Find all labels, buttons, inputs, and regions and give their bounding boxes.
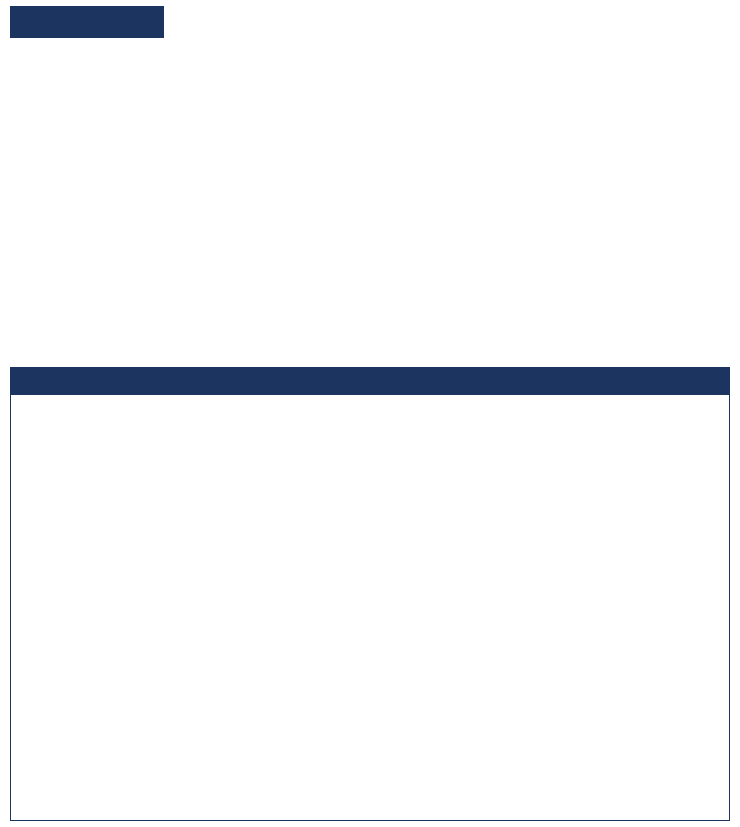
table-title [11, 368, 729, 395]
profile-types-table [10, 367, 730, 821]
section-title [10, 6, 164, 38]
